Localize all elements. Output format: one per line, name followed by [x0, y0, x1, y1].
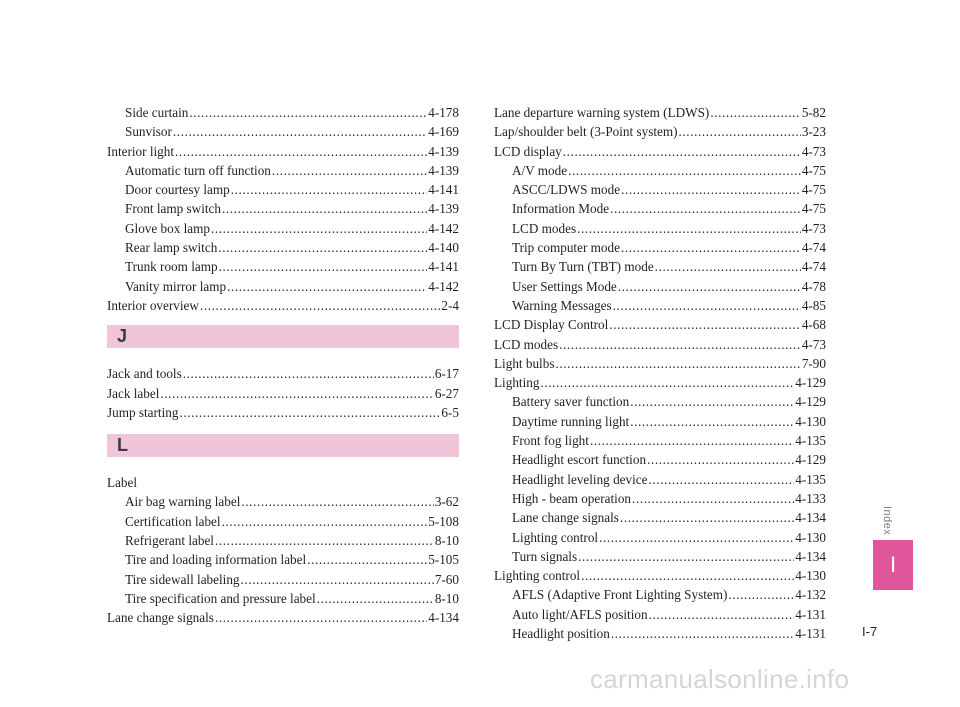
index-entry [107, 512, 459, 531]
index-column-right [494, 103, 826, 643]
index-entry-page: 4-68 [801, 317, 826, 333]
index-entry-page: 4-139 [428, 201, 459, 217]
index-entry-label: Battery saver function [512, 394, 630, 410]
section-tab-letter: I [889, 552, 897, 577]
dot-leader [241, 570, 434, 589]
index-entry-label: Lane change signals [107, 610, 214, 626]
dot-leader [317, 589, 434, 608]
index-entry [494, 277, 826, 296]
index-entry-page: 4-78 [801, 278, 826, 294]
index-entry-page: 2-4 [441, 297, 459, 313]
dot-leader [728, 585, 794, 604]
index-entry-label: Tire specification and pressure label [125, 590, 316, 606]
dot-leader [307, 550, 427, 569]
index-entry-label: Turn By Turn (TBT) mode [512, 259, 654, 275]
index-entry [107, 531, 459, 550]
dot-leader [647, 450, 794, 469]
index-entry [494, 180, 826, 199]
index-entry-label: Interior overview [107, 297, 199, 313]
index-entry-page: 6-5 [441, 404, 459, 420]
index-entry-label: Trunk room lamp [125, 259, 218, 275]
index-entry [107, 589, 459, 608]
letter-bar-j [107, 325, 459, 348]
index-entry [494, 373, 826, 392]
dot-leader [710, 103, 800, 122]
index-entry-page: 4-74 [801, 240, 826, 256]
index-entry [107, 296, 459, 315]
index-entry [494, 605, 826, 624]
dot-leader [621, 180, 801, 199]
dot-leader [563, 142, 801, 161]
index-entry [494, 257, 826, 276]
index-entry-page: 6-27 [434, 385, 459, 401]
index-entry-page: 4-130 [795, 568, 826, 584]
index-entry-page: 4-73 [801, 143, 826, 159]
index-entry-label: AFLS (Adaptive Front Lighting System) [512, 587, 728, 603]
letter-heading-l: L [117, 435, 128, 456]
dot-leader [231, 180, 427, 199]
dot-leader [215, 608, 427, 627]
dot-leader [227, 277, 427, 296]
index-entry-label: Front fog light [512, 433, 589, 449]
index-entry-label: Tire and loading information label [125, 552, 307, 568]
index-entry [494, 547, 826, 566]
dot-leader [649, 470, 795, 489]
dot-leader [540, 373, 794, 392]
index-entry-page: 4-139 [428, 143, 459, 159]
dot-leader [590, 431, 794, 450]
dot-leader [620, 508, 794, 527]
index-entry [494, 585, 826, 604]
index-entry [494, 412, 826, 431]
index-entry-label: Headlight position [512, 626, 610, 642]
index-entry-page: 4-75 [801, 182, 826, 198]
watermark: carmanualsonline.info [590, 664, 850, 694]
letter-bar-l [107, 434, 459, 457]
index-entry-page: 7-90 [801, 355, 826, 371]
index-entry-label: Interior light [107, 143, 175, 159]
index-entry [494, 315, 826, 334]
index-entry [494, 335, 826, 354]
index-entry-page: 4-142 [428, 278, 459, 294]
index-entry-label: Glove box lamp [125, 220, 210, 236]
index-entry [107, 570, 459, 589]
dot-leader [222, 199, 427, 218]
index-entry-label: User Settings Mode [512, 278, 617, 294]
index-entry-label: Automatic turn off function [125, 162, 271, 178]
index-entry-label: A/V mode [512, 162, 568, 178]
index-entry-label: LCD modes [494, 336, 559, 352]
dot-leader [568, 161, 801, 180]
index-entry-label: Warning Messages [512, 297, 612, 313]
index-entry-label-heading: Label [107, 475, 138, 491]
index-group-j [107, 364, 459, 422]
index-entry [107, 550, 459, 569]
dot-leader [613, 296, 801, 315]
dot-leader [618, 277, 801, 296]
index-entry-label: ASCC/LDWS mode [512, 182, 621, 198]
index-entry-page: 4-133 [795, 490, 826, 506]
index-entry-page: 4-130 [795, 413, 826, 429]
index-entry-page: 4-178 [428, 105, 459, 120]
index-entry-page: 4-129 [795, 394, 826, 410]
dot-leader [577, 219, 801, 238]
index-entry-page: 8-10 [434, 533, 459, 549]
index-entry-label: Headlight escort function [512, 452, 647, 468]
index-entry [494, 508, 826, 527]
index-entry-label: Turn signals [512, 548, 578, 564]
index-entry-page: 5-82 [801, 105, 826, 120]
index-entry [107, 180, 459, 199]
dot-leader [215, 531, 434, 550]
index-entry-label: Side curtain [125, 105, 189, 120]
index-entry [494, 122, 826, 141]
index-entry-label: High - beam operation [512, 490, 632, 506]
index-entry-page: 4-132 [795, 587, 826, 603]
section-tab [873, 540, 913, 590]
letter-heading-j: J [117, 326, 128, 347]
index-entry-label: Lighting control [494, 568, 581, 584]
index-entry-label: LCD Display Control [494, 317, 609, 333]
index-entry-label: LCD modes [512, 220, 577, 236]
index-entry-label: Certification label [125, 513, 221, 529]
index-entry-label: Lane change signals [512, 510, 619, 526]
index-entry [494, 199, 826, 218]
index-group-i [107, 103, 459, 315]
index-entry-label: Rear lamp switch [125, 240, 218, 256]
index-entry [494, 528, 826, 547]
index-entry-page: 4-141 [428, 182, 459, 198]
index-entry-page: 4-129 [795, 452, 826, 468]
index-entry-label: Trip computer mode [512, 240, 620, 256]
dot-leader [610, 199, 801, 218]
index-entry [107, 492, 459, 511]
index-entry-label: Information Mode [512, 201, 610, 217]
dot-leader [649, 605, 795, 624]
index-entry [107, 384, 459, 403]
dot-leader [632, 489, 794, 508]
index-entry-page: 5-105 [428, 552, 459, 568]
index-entry-page: 4-135 [795, 471, 826, 487]
index-group-l [107, 492, 459, 627]
index-entry [494, 296, 826, 315]
dot-leader [581, 566, 794, 585]
index-entry-label: Front lamp switch [125, 201, 221, 217]
index-entry [107, 161, 459, 180]
index-entry [107, 608, 459, 627]
dot-leader [555, 354, 800, 373]
index-entry-page: 4-169 [428, 124, 459, 140]
index-entry [494, 624, 826, 643]
index-entry-page: 4-73 [801, 220, 826, 236]
index-entry-page: 4-134 [795, 548, 826, 564]
index-entry-page: 4-73 [801, 336, 826, 352]
index-entry-page: 7-60 [434, 571, 459, 587]
index-entry-page: 6-17 [434, 366, 459, 382]
index-entry-label: Refrigerant label [125, 533, 214, 549]
dot-leader [679, 122, 801, 141]
index-entry [494, 219, 826, 238]
dot-leader [219, 257, 428, 276]
index-entry [494, 142, 826, 161]
dot-leader [241, 492, 433, 511]
dot-leader [630, 412, 794, 431]
index-entry [107, 364, 459, 383]
index-entry-page: 8-10 [434, 590, 459, 606]
index-entry-page: 4-130 [795, 529, 826, 545]
dot-leader [559, 335, 801, 354]
index-entry-label: Jack and tools [107, 366, 182, 382]
index-entry-label: Door courtesy lamp [125, 182, 230, 198]
index-entry-page: 4-135 [795, 433, 826, 449]
index-entry [494, 470, 826, 489]
index-entry [107, 277, 459, 296]
section-label: Index [881, 506, 893, 536]
dot-leader [183, 364, 434, 383]
index-entry-page: 4-75 [801, 162, 826, 178]
index-entry-label: Auto light/AFLS position [512, 606, 648, 622]
dot-leader [272, 161, 427, 180]
page-number: I-7 [862, 624, 878, 639]
index-entry [494, 392, 826, 411]
index-entry [107, 219, 459, 238]
index-entry [494, 566, 826, 585]
dot-leader [200, 296, 440, 315]
index-entry [494, 238, 826, 257]
dot-leader [611, 624, 794, 643]
index-entry-label: Headlight leveling device [512, 471, 648, 487]
index-entry-label: Tire sidewall labeling [125, 571, 240, 587]
index-entry-page: 5-108 [428, 513, 459, 529]
index-entry-page: 4-141 [428, 259, 459, 275]
dot-leader [222, 512, 428, 531]
index-entry [107, 257, 459, 276]
index-entry-page: 4-140 [428, 240, 459, 256]
index-entry [494, 103, 826, 122]
index-entry-page: 4-131 [795, 626, 826, 642]
dot-leader [218, 238, 427, 257]
index-entry-label: Lighting [494, 375, 540, 391]
index-entry-label: Air bag warning label [125, 494, 241, 510]
index-entry-label: Lighting control [512, 529, 599, 545]
index-entry [107, 142, 459, 161]
index-entry-page: 4-131 [795, 606, 826, 622]
index-entry-label: Sunvisor [125, 124, 172, 140]
index-entry [107, 122, 459, 141]
index-entry [107, 403, 459, 422]
index-entry [494, 354, 826, 373]
dot-leader [160, 384, 433, 403]
dot-leader [655, 257, 801, 276]
dot-leader [599, 528, 794, 547]
index-entry [494, 450, 826, 469]
dot-leader [630, 392, 794, 411]
index-entry [107, 199, 459, 218]
index-entry-label: LCD display [494, 143, 562, 159]
index-entry-page: 4-134 [428, 610, 459, 626]
index-entry [494, 161, 826, 180]
index-entry-page: 4-74 [801, 259, 826, 275]
index-entry-page: 4-85 [801, 297, 826, 313]
index-column-left [107, 103, 459, 628]
dot-leader [578, 547, 794, 566]
index-entry-label: Lane departure warning system (LDWS) [494, 105, 710, 120]
dot-leader [175, 142, 427, 161]
index-entry-label: Light bulbs [494, 355, 555, 371]
index-entry-label: Jump starting [107, 404, 179, 420]
index-entry-page: 4-139 [428, 162, 459, 178]
index-entry-page: 4-75 [801, 201, 826, 217]
index-entry-page: 3-62 [434, 494, 459, 510]
dot-leader [179, 403, 440, 422]
index-entry [494, 431, 826, 450]
dot-leader [211, 219, 427, 238]
index-entry-page: 3-23 [801, 124, 826, 140]
dot-leader [621, 238, 801, 257]
index-entry [107, 103, 459, 122]
dot-leader [173, 122, 427, 141]
dot-leader [189, 103, 427, 122]
index-entry [494, 489, 826, 508]
index-entry-label: Daytime running light [512, 413, 630, 429]
dot-leader [609, 315, 801, 334]
index-entry [107, 238, 459, 257]
index-entry-label: Jack label [107, 385, 160, 401]
index-entry-page: 4-142 [428, 220, 459, 236]
index-entry-page: 4-134 [795, 510, 826, 526]
index-entry-page: 4-129 [795, 375, 826, 391]
index-entry-label: Lap/shoulder belt (3-Point system) [494, 124, 678, 140]
index-entry-label: Vanity mirror lamp [125, 278, 227, 294]
